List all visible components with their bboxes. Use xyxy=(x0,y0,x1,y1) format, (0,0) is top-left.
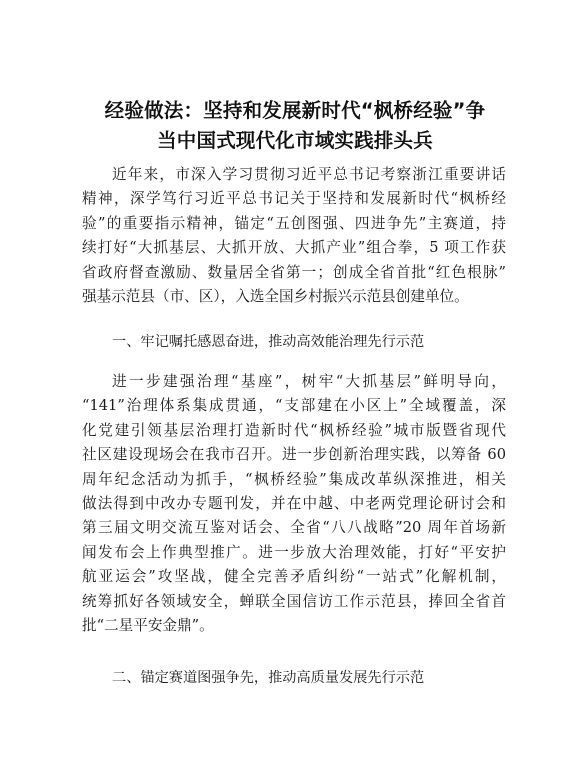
paragraph-line: 化党建引领基层治理打造新时代“枫桥经验”城市版暨省现代 xyxy=(82,421,506,439)
paragraph-line: “141”治理体系集成贯通，“支部建在小区上”全域覆盖，深 xyxy=(82,397,506,415)
paragraph-line: 精神，深学笃行习近平总书记关于坚持和发展新时代“枫桥经 xyxy=(82,190,506,208)
paragraph-line: 闻发布会上作典型推广。进一步放大治理效能，打好“平安护 xyxy=(82,543,506,561)
paragraph-line: 续打好“大抓基层、大抓开放、大抓产业”组合拳，5 项工作获 xyxy=(82,239,506,257)
paragraph-line: 批“二星平安金鼎”。 xyxy=(82,617,214,635)
paragraph-line: 进一步建强治理“基座”，树牢“大抓基层”鲜明导向， xyxy=(112,373,506,390)
paragraph-line: 周年纪念活动为抓手，“枫桥经验”集成改革纵深推进，相关 xyxy=(82,470,506,488)
title-line-2: 当中国式现代化市域实践排头兵 xyxy=(157,129,433,152)
paragraph-line: 社区建设现场会在我市召开。进一步创新治理实践，以筹备 60 xyxy=(82,446,506,464)
paragraph-line: 做法得到中改办专题刊发，并在中越、中老两党理论研讨会和 xyxy=(82,495,506,513)
paragraph-line: 统筹抓好各领域安全，蝉联全国信访工作示范县，捧回全省首 xyxy=(82,592,506,610)
section-heading-1: 一、牢记嘱托感恩奋进，推动高效能治理先行示范 xyxy=(112,334,425,350)
paragraph-governance xyxy=(82,370,506,638)
paragraph-line: 省政府督查激励、数量居全省第一；创成全省首批“红色根脉” xyxy=(82,263,506,281)
title-line-1: 经验做法：坚持和发展新时代“枫桥经验”争 xyxy=(104,99,486,122)
section-heading-2: 二、锚定赛道图强争先，推动高质量发展先行示范 xyxy=(112,670,425,686)
paragraph-line: 验”的重要指示精神，锚定“五创图强、四进争先”主赛道，持 xyxy=(82,214,506,232)
paragraph-line: 近年来，市深入学习贯彻习近平总书记考察浙江重要讲话 xyxy=(112,166,506,183)
paragraph-line: 航亚运会”攻坚战，健全完善矛盾纠纷“一站式”化解机制， xyxy=(82,568,506,586)
paragraph-line: 强基示范县（市、区），入选全国乡村振兴示范县创建单位。 xyxy=(82,288,469,306)
paragraph-intro xyxy=(82,163,506,309)
document-title xyxy=(80,96,510,156)
paragraph-line: 第三届文明交流互鉴对话会、全省“八八战略”20 周年首场新 xyxy=(82,519,506,537)
